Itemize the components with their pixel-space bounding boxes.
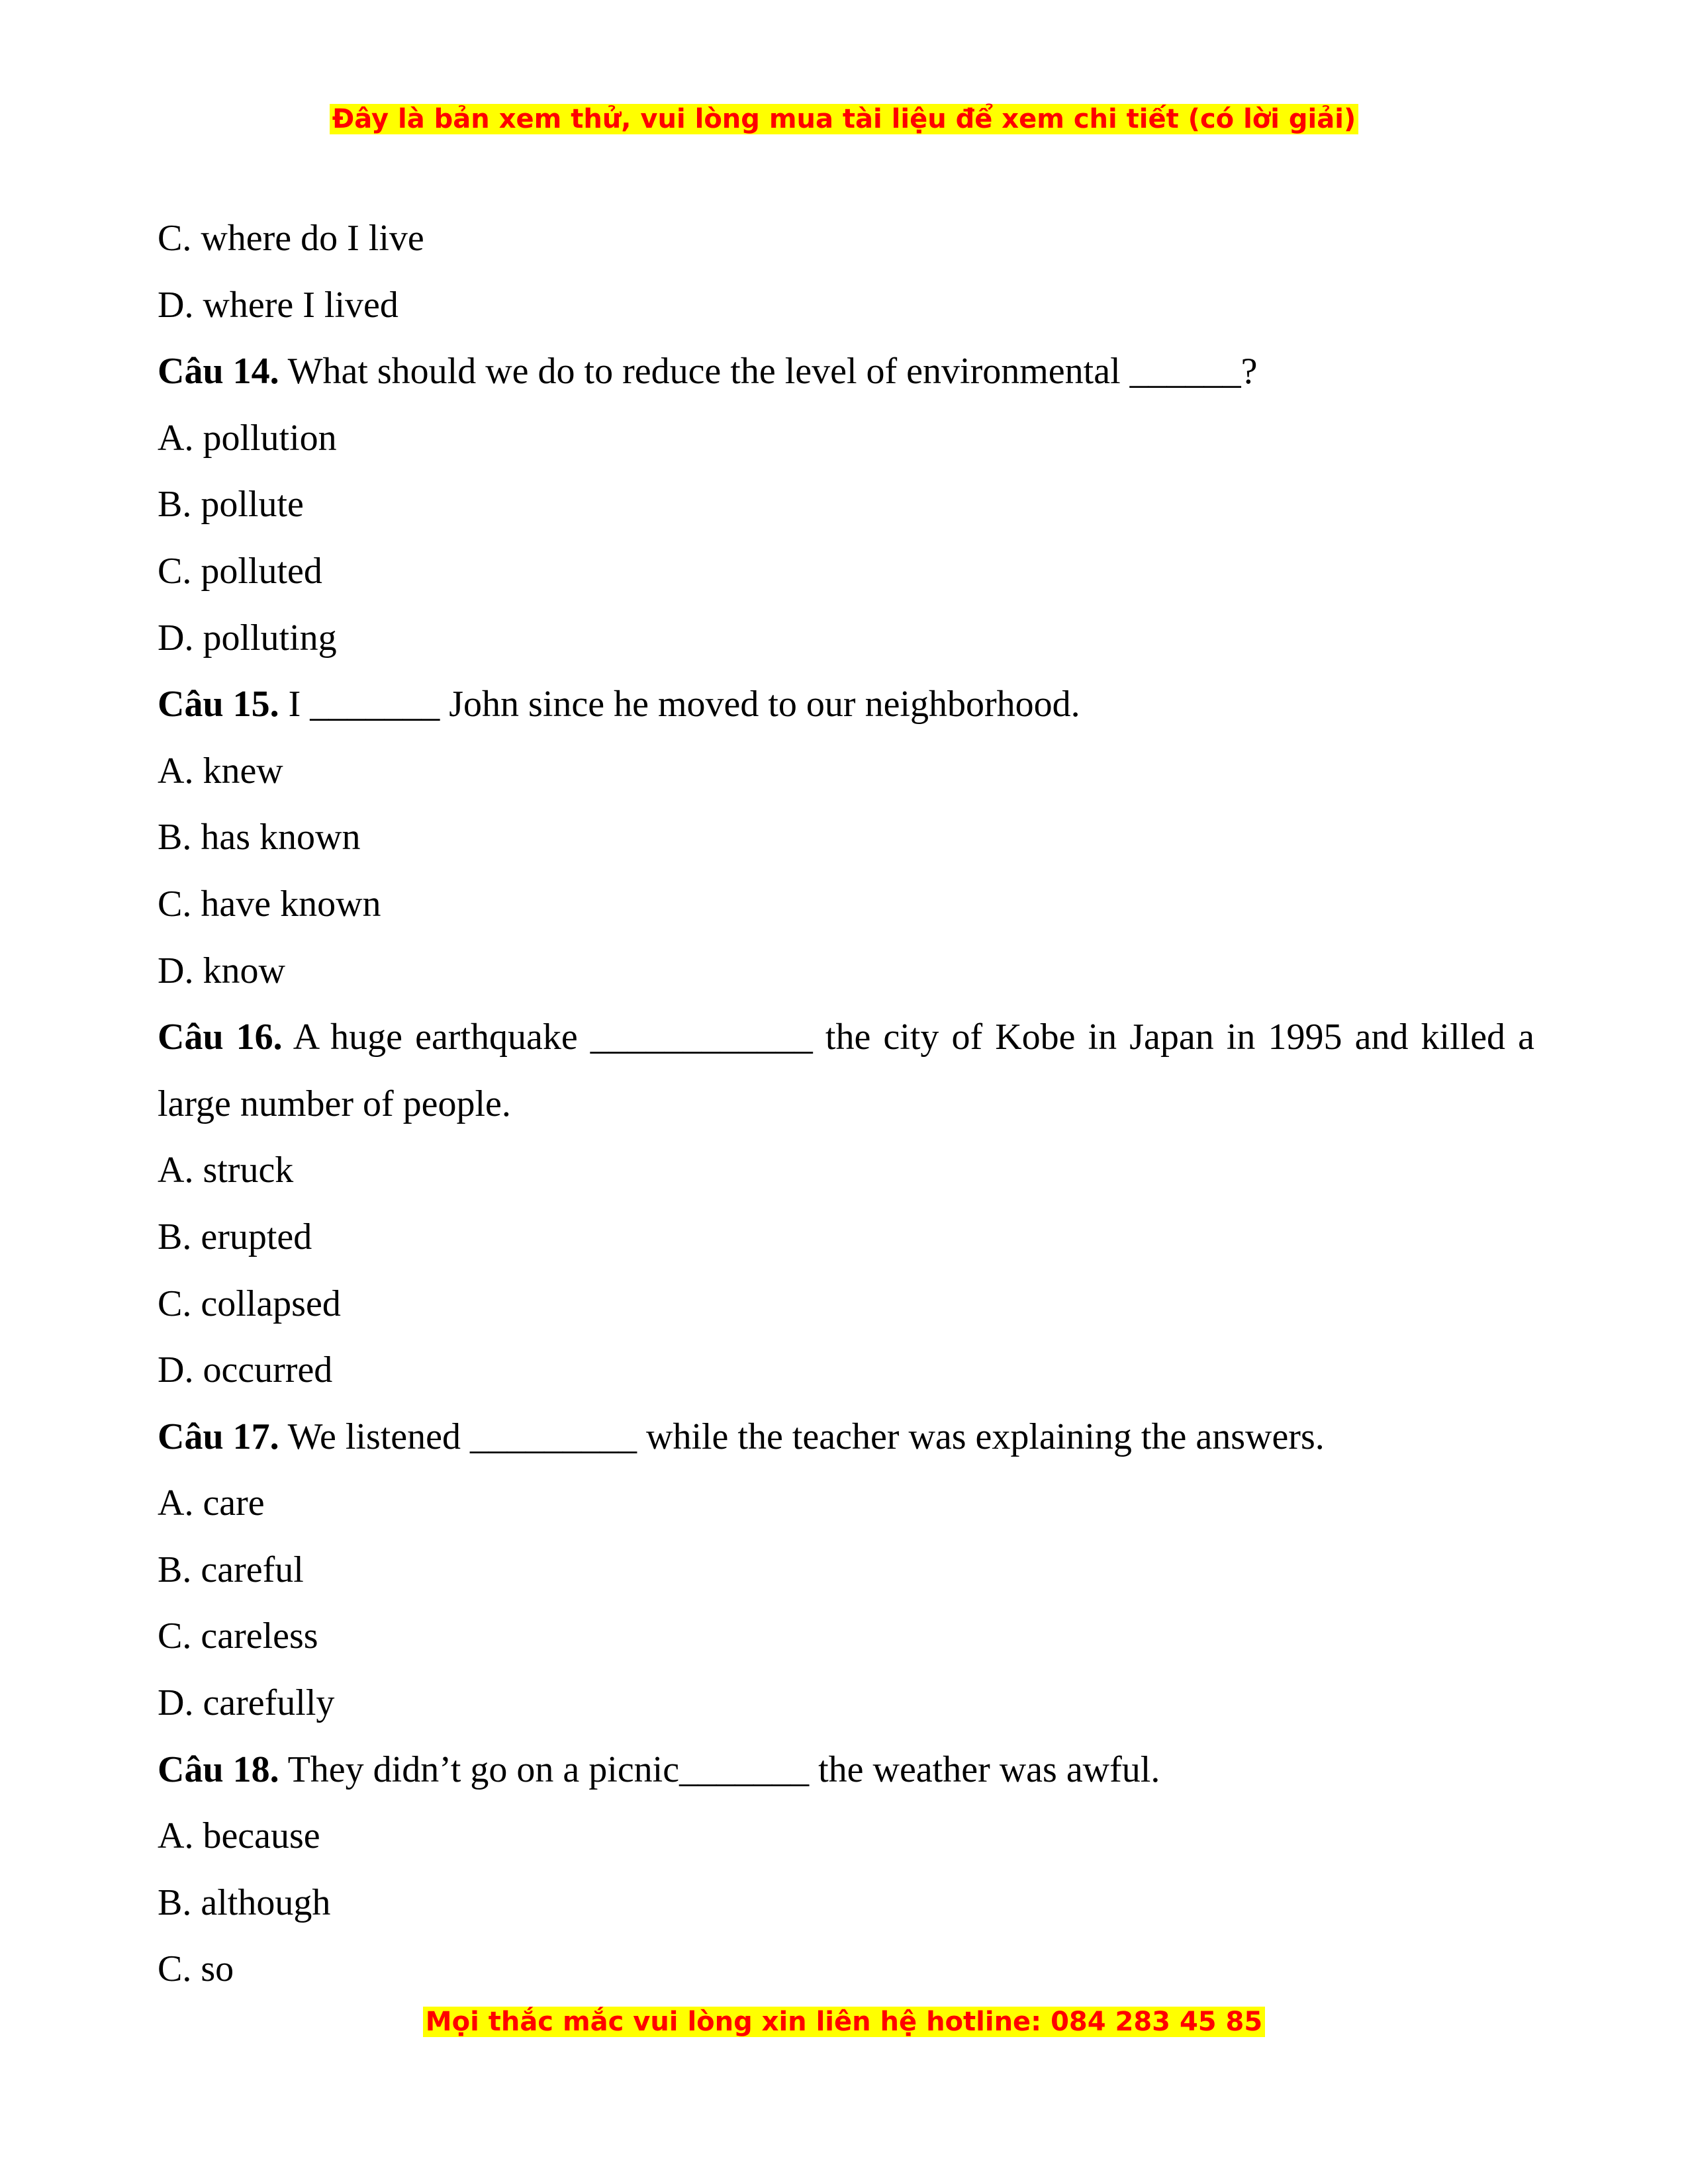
- question-15-option-c: C. have known: [158, 883, 381, 925]
- question-17-option-c: C. careless: [158, 1615, 318, 1657]
- question-16-option-a: A. struck: [158, 1150, 294, 1191]
- question-14-option-d: D. polluting: [158, 617, 337, 659]
- question-15-option-d: D. know: [158, 950, 285, 991]
- question-14-option-c: C. polluted: [158, 550, 322, 592]
- question-15-option-a: A. knew: [158, 750, 283, 792]
- question-17-option-b: B. careful: [158, 1549, 304, 1590]
- document-body: [158, 205, 1534, 2003]
- question-15-option-b: B. has known: [158, 817, 361, 858]
- question-16-option-d: D. occurred: [158, 1349, 333, 1391]
- question-16-option-b: B. erupted: [158, 1216, 312, 1257]
- question-17-option-d: D. carefully: [158, 1682, 335, 1724]
- question-18-option-a: A. because: [158, 1815, 320, 1857]
- question-17-option-a: A. care: [158, 1482, 265, 1524]
- question-15-text: I _______ John since he moved to our neighborhood.: [288, 684, 1080, 725]
- question-18-label: Câu 18.: [158, 1749, 279, 1790]
- question-14-text: What should we do to reduce the level of environmental ______?: [287, 351, 1258, 392]
- question-16-text: A huge earthquake ____________ the city of Kobe in Japan in 1995 and killed a large number of people.: [158, 1017, 1535, 1124]
- hotline-notice-banner: [0, 2002, 1688, 2042]
- question-18-option-c: C. so: [158, 1948, 234, 1990]
- preview-notice-text: Đây là bản xem thử, vui lòng mua tài liệu để xem chi tiết (có lời giải): [330, 104, 1358, 134]
- option-prev-c: C. where do I live: [158, 218, 424, 259]
- question-17-label: Câu 17.: [158, 1416, 279, 1457]
- question-16-option-c: C. collapsed: [158, 1283, 341, 1324]
- question-15-label: Câu 15.: [158, 684, 279, 725]
- question-18-text: They didn’t go on a picnic_______ the weather was awful.: [287, 1749, 1160, 1790]
- question-14: [158, 338, 1534, 405]
- option-prev-d: D. where I lived: [158, 284, 399, 326]
- preview-notice-banner: [0, 99, 1688, 139]
- question-17-text: We listened _________ while the teacher was explaining the answers.: [287, 1416, 1325, 1457]
- question-15: [158, 671, 1534, 738]
- question-16-label: Câu 16.: [158, 1017, 283, 1058]
- hotline-notice-text: Mọi thắc mắc vui lòng xin liên hệ hotline: 084 283 45 85: [423, 2007, 1265, 2037]
- question-14-option-a: A. pollution: [158, 417, 337, 459]
- question-14-option-b: B. pollute: [158, 484, 304, 525]
- question-18: [158, 1737, 1534, 1803]
- question-16: [158, 1004, 1534, 1137]
- question-18-option-b: B. although: [158, 1882, 331, 1923]
- question-17: [158, 1404, 1534, 1471]
- question-14-label: Câu 14.: [158, 351, 279, 392]
